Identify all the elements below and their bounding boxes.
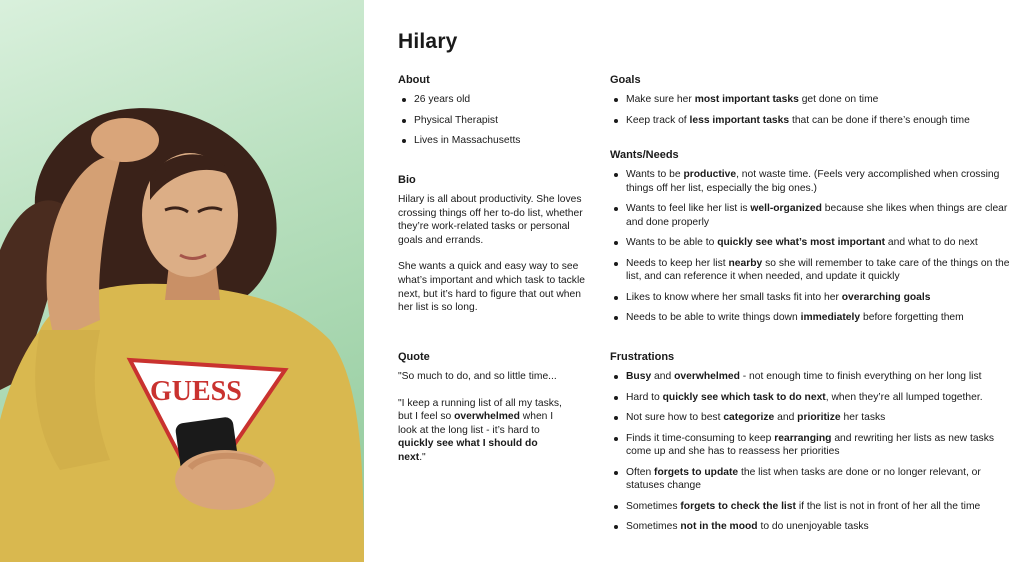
- goals-list: [610, 93, 1010, 127]
- quote-line: "I keep a running list of all my tasks, but I feel so overwhelmed when I look at the long list - it’s hard to quickly see what I should do next.": [398, 397, 562, 463]
- quote-title: Quote: [398, 351, 430, 363]
- persona-name: Hilary: [398, 30, 458, 53]
- persona-illustration: [0, 0, 364, 562]
- quote-line: "So much to do, and so little time...: [398, 371, 557, 382]
- wants-section: [610, 149, 1010, 332]
- want-item: Wants to feel like her list is well-organized because she likes when things are clear and done properly: [610, 202, 1010, 229]
- about-item: Physical Therapist: [398, 114, 588, 128]
- frustrations-list: [610, 370, 1010, 534]
- want-item: Wants to be able to quickly see what’s most important and what to do next: [610, 236, 1010, 250]
- frustration-item: Finds it time-consuming to keep rearranging and rewriting her lists as new tasks come up and she has to reassess her priorities: [610, 432, 1010, 459]
- quote-section: [398, 351, 568, 465]
- want-item: Likes to know where her small tasks fit into her overarching goals: [610, 291, 1010, 305]
- about-list: [398, 93, 588, 148]
- want-item: Needs to keep her list nearby so she will remember to take care of the things on the list, and can reference it when needed, and update it quickly: [610, 257, 1010, 284]
- wants-list: [610, 168, 1010, 325]
- want-item: Needs to be able to write things down immediately before forgetting them: [610, 311, 1010, 325]
- frustration-item: Sometimes not in the mood to do unenjoyable tasks: [610, 520, 1010, 534]
- about-item: 26 years old: [398, 93, 588, 107]
- left-column: [398, 74, 588, 463]
- about-section: [398, 74, 588, 148]
- frustration-item: Sometimes forgets to check the list if the list is not in front of her all the time: [610, 500, 1010, 514]
- frustrations-section: [610, 351, 1010, 541]
- goals-title: Goals: [610, 74, 641, 86]
- about-title: About: [398, 74, 430, 86]
- goals-section: [610, 74, 1010, 127]
- goal-item: Keep track of less important tasks that can be done if there’s enough time: [610, 114, 1010, 128]
- about-item: Lives in Massachusetts: [398, 134, 588, 148]
- persona-photo: [0, 0, 364, 562]
- right-column: [610, 74, 1010, 532]
- want-item: Wants to be productive, not waste time. (Feels very accomplished when crossing things off her list, especially the big ones.): [610, 168, 1010, 195]
- frustration-item: Busy and overwhelmed - not enough time to finish everything on her long list: [610, 370, 1010, 384]
- wants-title: Wants/Needs: [610, 149, 679, 161]
- frustrations-title: Frustrations: [610, 351, 675, 363]
- persona-content: [398, 0, 1018, 562]
- bio-paragraph: She wants a quick and easy way to see what’s important and which task to tackle next, but it’s hard to figure that out when her list is so long.: [398, 261, 585, 314]
- shirt-logo-text: GUESS: [150, 376, 242, 407]
- bio-section: [398, 174, 588, 315]
- bio-title: Bio: [398, 174, 416, 186]
- goal-item: Make sure her most important tasks get done on time: [610, 93, 1010, 107]
- bio-paragraph: Hilary is all about productivity. She loves crossing things off her to-do list, whether they’re work-related tasks or personal goals and errands.: [398, 194, 583, 246]
- frustration-item: Often forgets to update the list when tasks are done or no longer relevant, or statuses change: [610, 466, 1010, 493]
- frustration-item: Hard to quickly see which task to do next, when they’re all lumped together.: [610, 391, 1010, 405]
- frustration-item: Not sure how to best categorize and prioritize her tasks: [610, 411, 1010, 425]
